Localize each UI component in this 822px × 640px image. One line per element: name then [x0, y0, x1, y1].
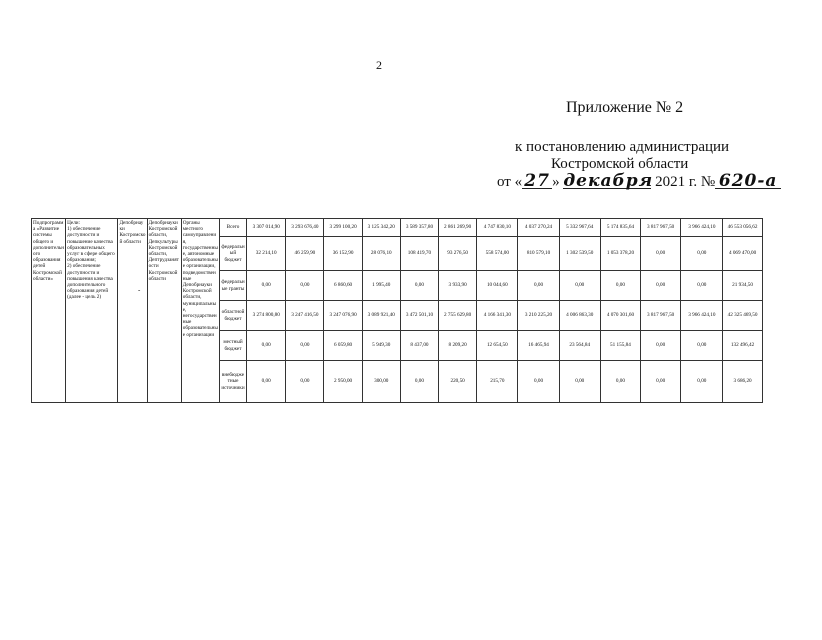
amount-cell: 4 070 301,60 [600, 301, 640, 331]
amount-cell: 0,00 [681, 361, 723, 403]
amount-cell: 1 995,40 [362, 271, 400, 301]
appendix-title: Приложение № 2 [566, 99, 684, 116]
amount-cell: 3 966 424,10 [681, 219, 723, 237]
funding-source-cell: федеральные гранты [219, 271, 246, 301]
amount-cell: 0,00 [641, 361, 681, 403]
amount-cell: 4 747 830,10 [477, 219, 518, 237]
amount-cell: 3 817 967,50 [641, 301, 681, 331]
funding-source-cell: внебюджетные источники [219, 361, 246, 403]
amount-cell: 3 933,90 [439, 271, 477, 301]
amount-cell: 3 247 076,90 [324, 301, 362, 331]
amount-cell: 23 564,84 [559, 331, 600, 361]
amount-cell: 8 437,00 [400, 331, 438, 361]
amount-cell: 3 089 921,40 [362, 301, 400, 331]
amount-cell: 46 553 056,62 [723, 219, 762, 237]
amount-cell: 300,00 [362, 361, 400, 403]
coexecutor-cell: Депобрнауки Костромской области, Депкультуры Костромской области, Дептрудзанятости Костромской области [147, 219, 181, 403]
amount-cell: 0,00 [641, 271, 681, 301]
amount-cell: 16 465,94 [518, 331, 559, 361]
amount-cell: 132 496,42 [723, 331, 762, 361]
goal-cell: Цели: 1) обеспечение доступности и повышение качества образовательных услуг в сфере общего образования; 2) обеспечение доступности и повышения качества дополнительного образования детей (далее - цель 2) [66, 219, 118, 403]
dash-mark: - [138, 286, 141, 294]
amount-cell: 6 860,60 [324, 271, 362, 301]
amount-cell: 558 574,00 [477, 237, 518, 271]
amount-cell: 5 949,30 [362, 331, 400, 361]
amount-cell: 3 589 357,80 [400, 219, 438, 237]
amount-cell: 3 247 416,50 [286, 301, 324, 331]
decree-date-line [497, 171, 781, 191]
amount-cell: 3 817 967,50 [641, 219, 681, 237]
amount-cell: 0,00 [286, 271, 324, 301]
amount-cell: 3 307 014,90 [247, 219, 286, 237]
amount-cell: 3 274 800,80 [247, 301, 286, 331]
amount-cell: 0,00 [247, 361, 286, 403]
amount-cell: 46 259,90 [286, 237, 324, 271]
month-field: декабря [563, 171, 654, 191]
table-row [32, 219, 803, 237]
amount-cell: 3 293 676,40 [286, 219, 324, 237]
amount-cell: 10 044,60 [477, 271, 518, 301]
amount-cell: 4 006 863,30 [559, 301, 600, 331]
amount-cell: 8 209,20 [439, 331, 477, 361]
amount-cell: 3 472 501,10 [400, 301, 438, 331]
amount-cell: 0,00 [559, 271, 600, 301]
amount-cell: 12 654,50 [477, 331, 518, 361]
page-number: 2 [376, 58, 382, 72]
subprogram-cell: Подпрограмма «Развитие системы общего и дополнительного образования детей Костромской области» [32, 219, 66, 403]
amount-cell: 1 053 378,20 [600, 237, 640, 271]
funding-source-cell: федеральный бюджет [219, 237, 246, 271]
amount-cell: 0,00 [247, 271, 286, 301]
amount-cell: 0,00 [518, 361, 559, 403]
amount-cell: 0,00 [247, 331, 286, 361]
amount-cell: 0,00 [559, 361, 600, 403]
amount-cell: 32 214,10 [247, 237, 286, 271]
amount-cell: 3 299 100,20 [324, 219, 362, 237]
quote-close: » [552, 174, 560, 190]
amount-cell: 2 755 629,80 [439, 301, 477, 331]
amount-cell: 0,00 [681, 237, 723, 271]
amount-cell: 0,00 [600, 271, 640, 301]
funding-source-cell: Всего [219, 219, 246, 237]
amount-cell: 3 125 342,20 [362, 219, 400, 237]
amount-cell: 6 059,80 [324, 331, 362, 361]
amount-cell: 0,00 [641, 331, 681, 361]
amount-cell: 2 861 269,90 [439, 219, 477, 237]
amount-cell: 0,00 [641, 237, 681, 271]
amount-cell: 2 950,00 [324, 361, 362, 403]
decree-line-1: к постановлению администрации [515, 139, 730, 155]
amount-cell: 3 686,20 [723, 361, 762, 403]
amount-cell: 220,50 [439, 361, 477, 403]
amount-cell: 108 419,70 [400, 237, 438, 271]
decree-number-field: 620-а [715, 174, 781, 189]
decree-line-2: Костромской области [551, 156, 689, 172]
year-text: 2021 г. № [655, 174, 716, 190]
amount-cell: 36 152,90 [324, 237, 362, 271]
amount-cell: 0,00 [286, 361, 324, 403]
amount-cell: 28 076,10 [362, 237, 400, 271]
amount-cell: 21 934,50 [723, 271, 762, 301]
amount-cell: 3 966 424,10 [681, 301, 723, 331]
funding-source-cell: областной бюджет [219, 301, 246, 331]
amount-cell: 0,00 [286, 331, 324, 361]
amount-cell: 4 037 270,24 [518, 219, 559, 237]
amount-cell: 0,00 [400, 271, 438, 301]
amount-cell: 42 325 469,50 [723, 301, 762, 331]
funding-table [31, 218, 803, 403]
amount-cell: 4 166 341,30 [477, 301, 518, 331]
amount-cell: 5 174 835,64 [600, 219, 640, 237]
amount-cell: 0,00 [518, 271, 559, 301]
amount-cell: 4 069 470,00 [723, 237, 762, 271]
amount-cell: 0,00 [681, 331, 723, 361]
day-field: 27 [522, 174, 552, 189]
amount-cell: 1 302 539,50 [559, 237, 600, 271]
amount-cell: 93 276,50 [439, 237, 477, 271]
amount-cell: 215,70 [477, 361, 518, 403]
amount-cell: 0,00 [600, 361, 640, 403]
funding-source-cell: местный бюджет [219, 331, 246, 361]
date-prefix: от « [497, 174, 523, 190]
amount-cell: 0,00 [400, 361, 438, 403]
participants-cell: Органы местного самоуправления, государственные, автономные образовательные организации, подведомственные Депобрнауки Костромской области, муниципальные, негосударственные образовательные организации [181, 219, 219, 403]
amount-cell: 810 579,10 [518, 237, 559, 271]
amount-cell: 0,00 [681, 271, 723, 301]
amount-cell: 51 155,84 [600, 331, 640, 361]
amount-cell: 3 210 225,20 [518, 301, 559, 331]
executor-cell: Депобрнауки Костромской области [118, 219, 147, 403]
amount-cell: 5 332 967,64 [559, 219, 600, 237]
